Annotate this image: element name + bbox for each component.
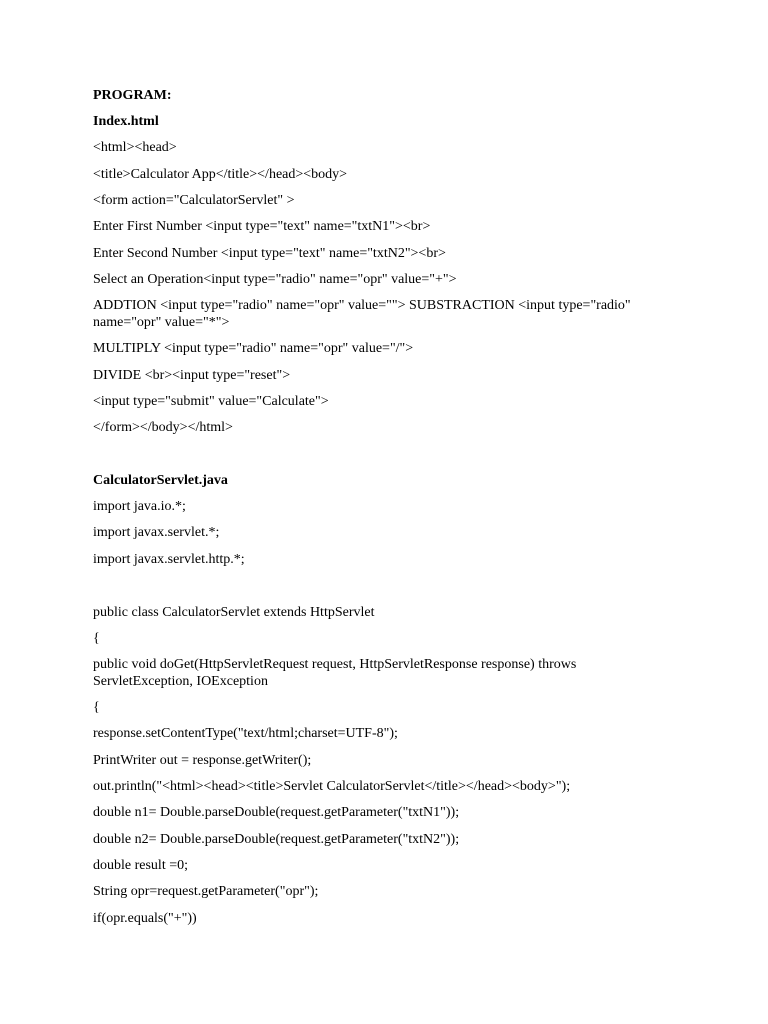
code-line: import javax.servlet.http.*;	[93, 552, 245, 567]
code-line: {	[93, 700, 100, 715]
program-heading: PROGRAM:	[93, 88, 172, 103]
code-line: public void doGet(HttpServletRequest request, HttpServletResponse response) throws ServletException, IOException	[93, 657, 577, 689]
code-line: out.println("<html><head><title>Servlet CalculatorServlet</title></head><body>");	[93, 779, 571, 794]
index-html-heading: Index.html	[93, 114, 159, 129]
code-line: double n1= Double.parseDouble(request.getParameter("txtN1"));	[93, 805, 460, 820]
code-line: String opr=request.getParameter("opr");	[93, 884, 319, 899]
servlet-java-heading: CalculatorServlet.java	[93, 473, 228, 488]
code-line: </form></body></html>	[93, 420, 233, 435]
code-line: {	[93, 631, 100, 646]
code-line: Select an Operation<input type="radio" name="opr" value="+">	[93, 272, 457, 287]
code-line: <form action="CalculatorServlet" >	[93, 193, 295, 208]
code-line: DIVIDE <br><input type="reset">	[93, 368, 291, 383]
code-line: <input type="submit" value="Calculate">	[93, 394, 329, 409]
code-line: import javax.servlet.*;	[93, 525, 220, 540]
code-line: if(opr.equals("+"))	[93, 911, 197, 926]
code-line: Enter First Number <input type="text" name="txtN1"><br>	[93, 219, 431, 234]
code-line: double n2= Double.parseDouble(request.getParameter("txtN2"));	[93, 832, 460, 847]
code-line: PrintWriter out = response.getWriter();	[93, 753, 312, 768]
code-line: import java.io.*;	[93, 499, 186, 514]
code-line: double result =0;	[93, 858, 188, 873]
code-line: <html><head>	[93, 140, 177, 155]
code-line: response.setContentType("text/html;charset=UTF-8");	[93, 726, 398, 741]
code-line: <title>Calculator App</title></head><body>	[93, 167, 348, 182]
code-line: public class CalculatorServlet extends HttpServlet	[93, 605, 375, 620]
code-line: Enter Second Number <input type="text" name="txtN2"><br>	[93, 246, 446, 261]
code-line: ADDTION <input type="radio" name="opr" value=""> SUBSTRACTION <input type="radio" name="opr" value="*">	[93, 298, 631, 330]
code-line: MULTIPLY <input type="radio" name="opr" value="/">	[93, 341, 414, 356]
